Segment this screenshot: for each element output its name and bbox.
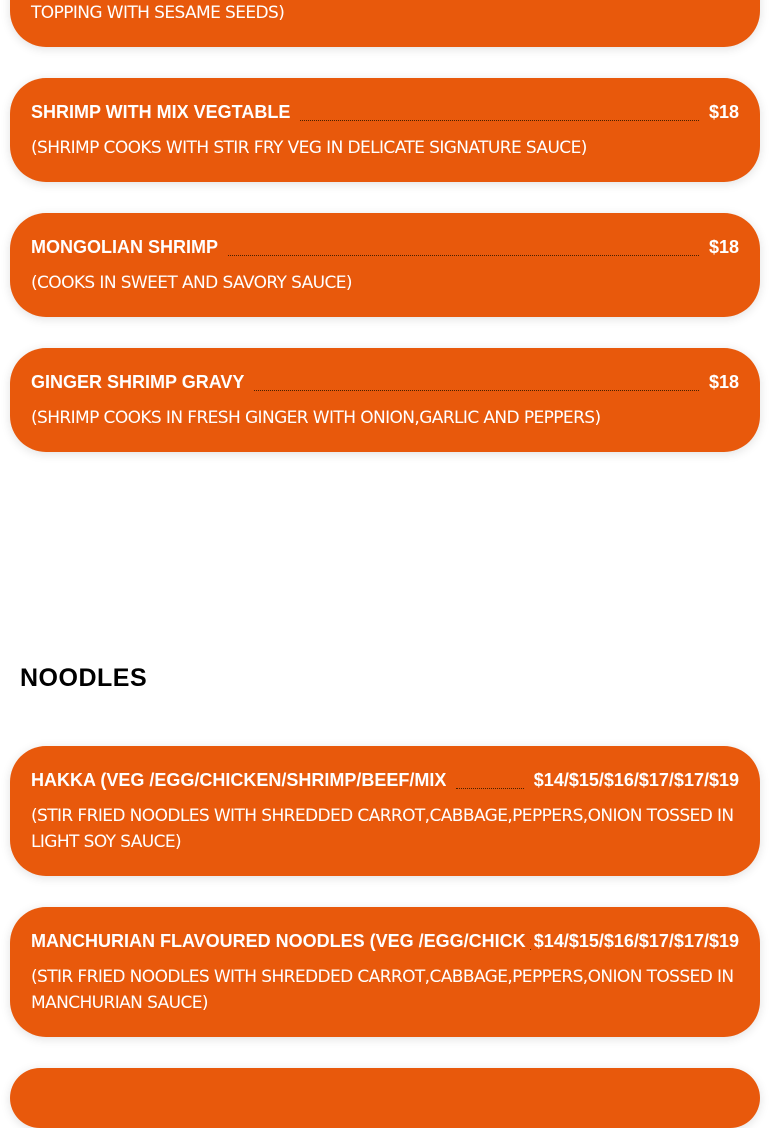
menu-item-price: $18 [709,371,739,393]
menu-item-card [10,746,760,876]
menu-item-description: (STIR FRIED NOODLES WITH SHREDDED CARROT,CABBAGE,PEPPERS,ONION TOSSED IN MANCHURIAN SAUCE) [31,964,739,1016]
menu-item-price: $18 [709,101,739,123]
menu-item-price: $14/$15/$16/$17/$17/$19 [534,930,739,952]
menu-item-description: (STIR FRIED NOODLES WITH SHREDDED CARROT,CABBAGE,PEPPERS,ONION TOSSED IN LIGHT SOY SAUCE) [31,803,739,855]
menu-item-name: GINGER SHRIMP GRAVY [31,371,244,393]
menu-item-card-partial-bottom [10,1068,760,1128]
menu-item-name: HAKKA (VEG /EGG/CHICKEN/SHRIMP/BEEF/MIX [31,769,446,791]
menu-item-card [10,348,760,452]
menu-item-card [10,78,760,182]
dotted-leader [456,787,523,789]
menu-item-description: (COOKS IN SWEET AND SAVORY SAUCE) [31,270,739,296]
menu-item-description: TOPPING WITH SESAME SEEDS) [31,0,739,26]
menu-item-card [10,907,760,1037]
dotted-leader [300,119,699,121]
menu-item-card [10,213,760,317]
section-title-noodles: NOODLES [20,664,147,693]
menu-item-card-partial-top [10,0,760,47]
menu-item-description: (SHRIMP COOKS IN FRESH GINGER WITH ONION,GARLIC AND PEPPERS) [31,405,739,431]
dotted-leader [228,254,699,256]
menu-item-name: SHRIMP WITH MIX VEGTABLE [31,101,290,123]
menu-item-price: $14/$15/$16/$17/$17/$19 [534,769,739,791]
menu-item-description: (SHRIMP COOKS WITH STIR FRY VEG IN DELICATE SIGNATURE SAUCE) [31,135,739,161]
menu-item-name: MANCHURIAN FLAVOURED NOODLES (VEG /EGG/CHICK [31,930,526,952]
menu-item-price: $18 [709,236,739,258]
menu-item-name: MONGOLIAN SHRIMP [31,236,218,258]
dotted-leader [254,389,699,391]
